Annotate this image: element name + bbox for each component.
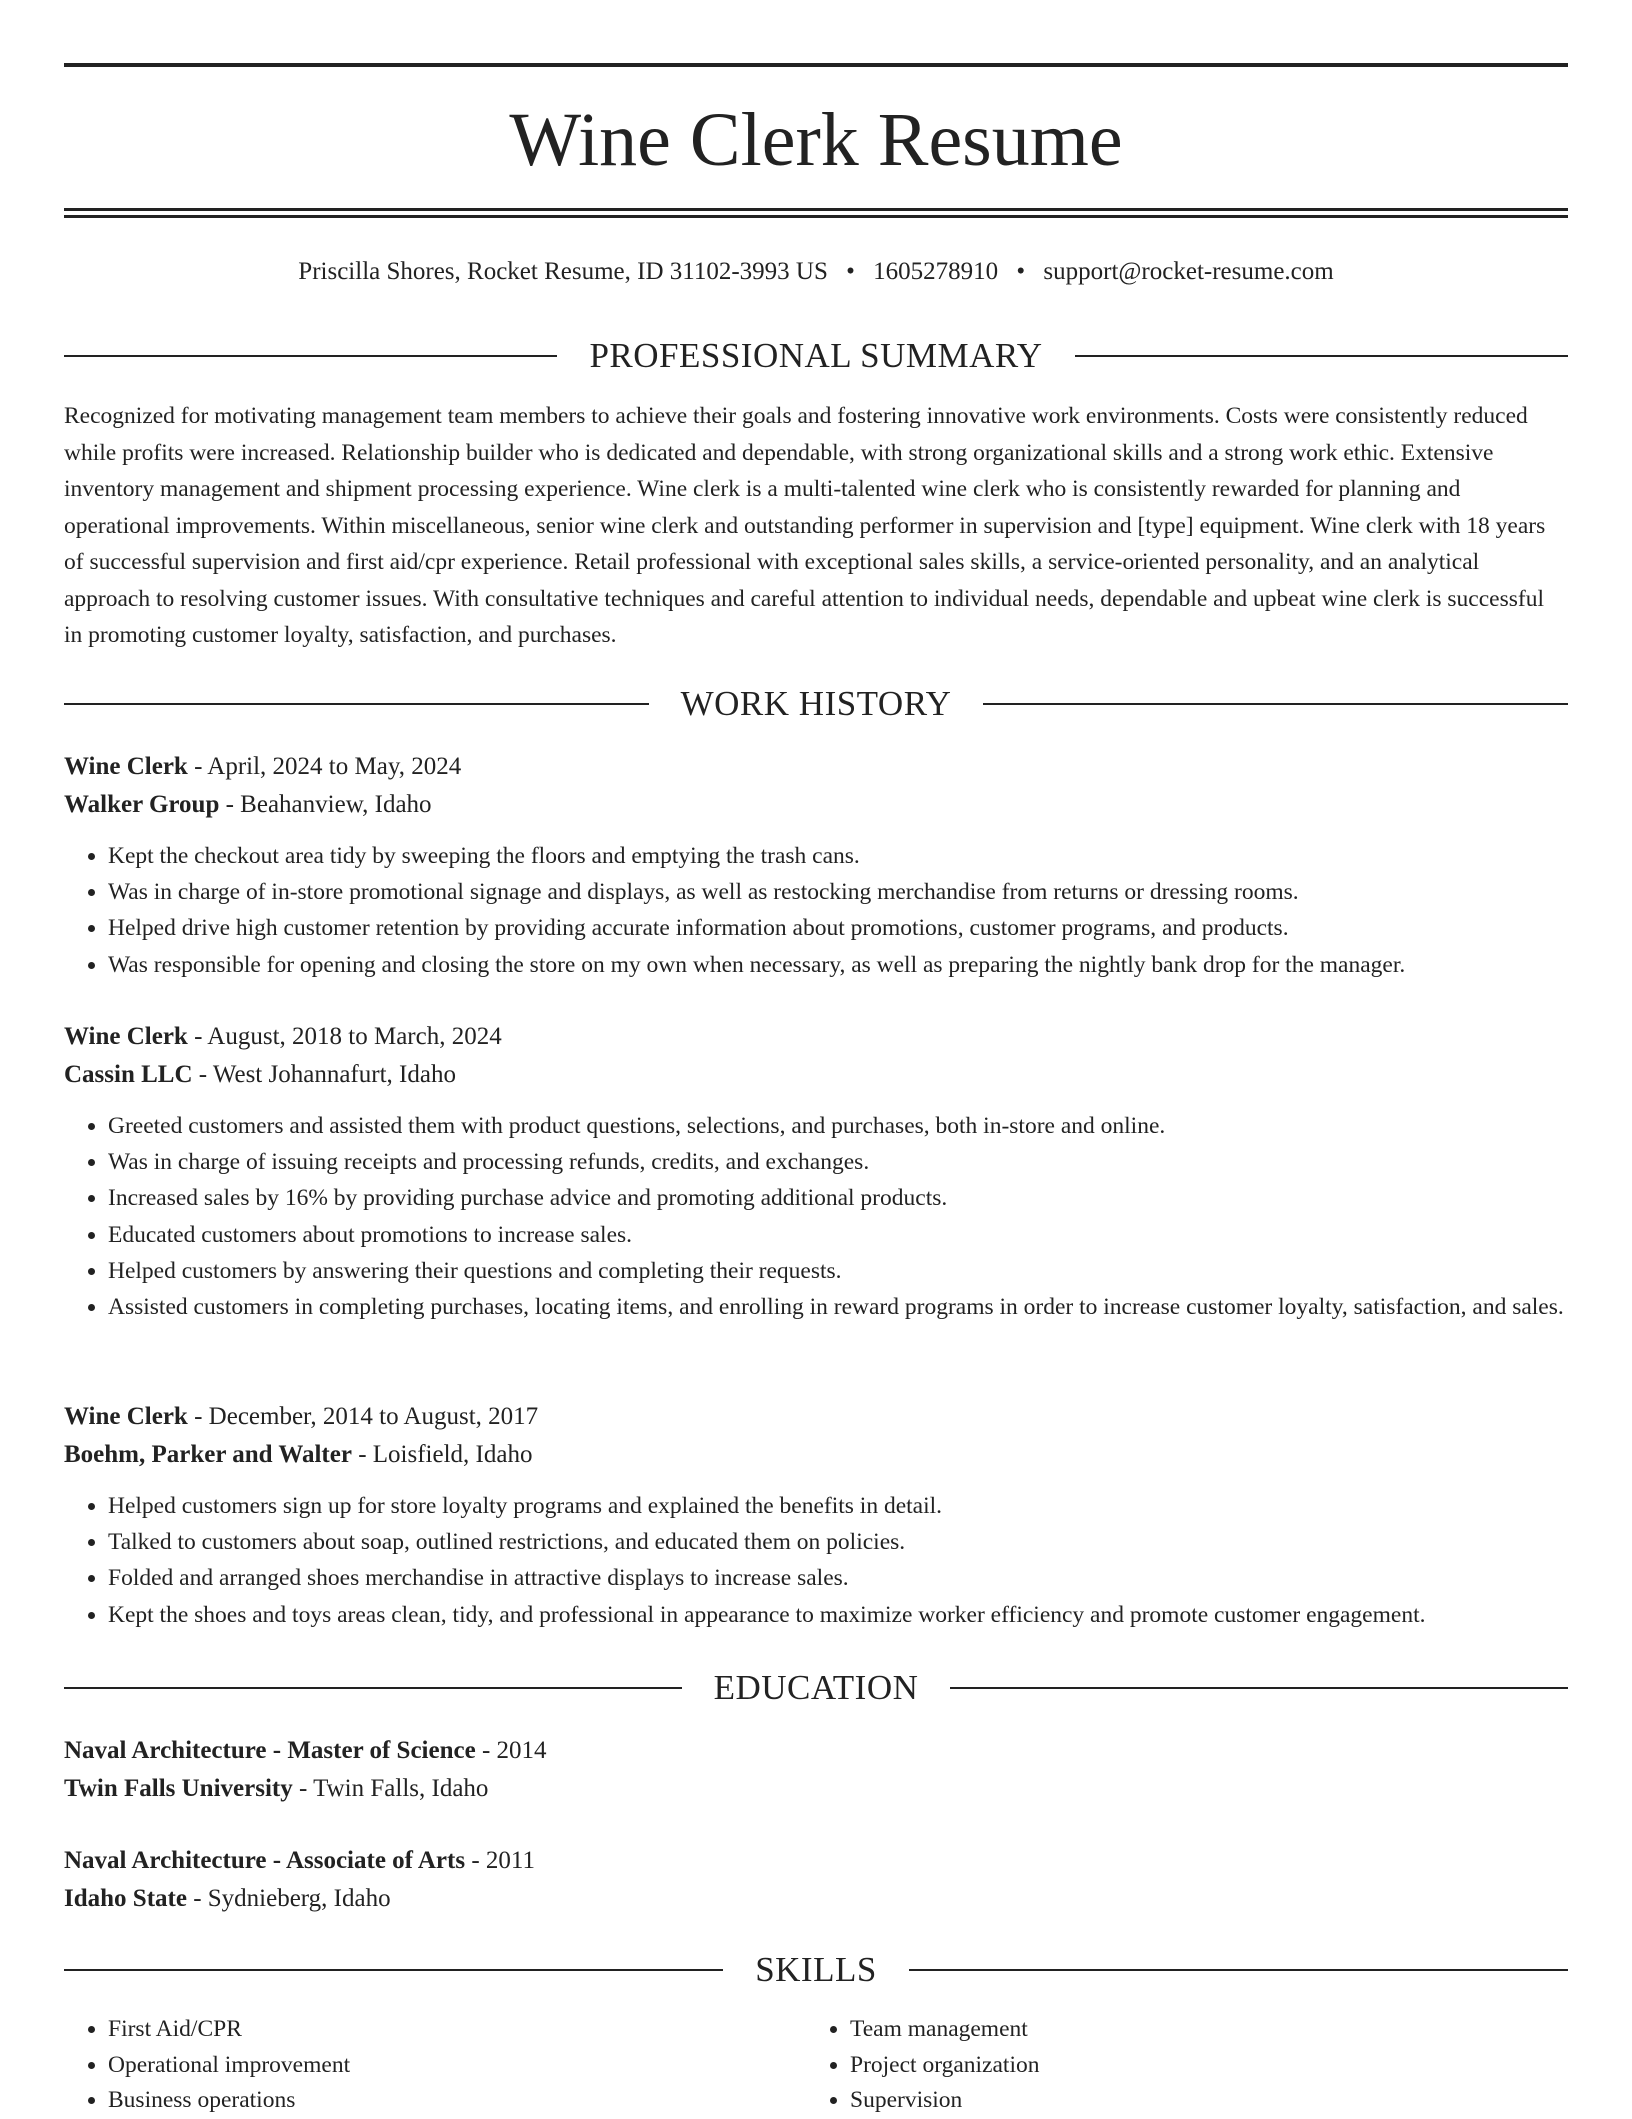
job-bullets: [64, 838, 1568, 983]
list-item: • Educated customers about promotions to increase sales.: [108, 1217, 1568, 1253]
job-dates: - April, 2024 to May, 2024: [187, 753, 462, 780]
list-item: • Folded and arranged shoes merchandise in attractive displays to increase sales.: [108, 1560, 1568, 1596]
list-item: • Kept the checkout area tidy by sweeping the floors and emptying the trash cans.: [108, 838, 1568, 874]
job-entry: [64, 1018, 1568, 1325]
skills-list: [64, 2012, 1568, 2119]
top-rule: [64, 63, 1568, 67]
title-double-rule: [64, 208, 1568, 218]
job-title: Wine Clerk: [64, 1023, 188, 1050]
contact-phone: 1605278910: [873, 258, 999, 285]
edu-degree-line: [64, 1732, 1568, 1770]
edu-location: - Twin Falls, Idaho: [292, 1775, 489, 1802]
section-heading-work: [64, 684, 1568, 724]
job-title: Wine Clerk: [64, 753, 188, 780]
skills-column-left: [64, 2012, 806, 2119]
job-title-line: [64, 1018, 1568, 1056]
job-company-line: [64, 786, 1568, 824]
edu-degree: Naval Architecture - Associate of Arts: [64, 1847, 466, 1874]
contact-address: Priscilla Shores, Rocket Resume, ID 31102-3993 US: [298, 258, 828, 285]
section-heading-summary: [64, 336, 1568, 376]
section-heading-skills: [64, 1950, 1568, 1990]
job-location: - Beahanview, Idaho: [219, 791, 432, 818]
heading-rule: [64, 1969, 723, 1971]
job-bullets: [64, 1488, 1568, 1633]
job-entry: [64, 748, 1568, 983]
list-item: • Kept the shoes and toys areas clean, tidy, and professional in appearance to maximize worker efficiency and promote customer engagement.: [108, 1597, 1568, 1633]
list-item: • Was responsible for opening and closing the store on my own when necessary, as well as preparing the nightly bank drop for the manager.: [108, 947, 1568, 983]
job-title-line: [64, 748, 1568, 786]
edu-degree: Naval Architecture - Master of Science: [64, 1737, 476, 1764]
job-dates: - August, 2018 to March, 2024: [187, 1023, 502, 1050]
heading-rule: [983, 703, 1568, 705]
job-location: - Loisfield, Idaho: [351, 1441, 533, 1468]
heading-rule: [950, 1687, 1568, 1689]
heading-rule: [64, 703, 649, 705]
skill-item: • Team management: [850, 2012, 1548, 2048]
job-company: Walker Group: [64, 791, 220, 818]
section-title: SKILLS: [755, 1950, 877, 1989]
list-item: • Helped drive high customer retention by providing accurate information about promotions, customer programs, and products.: [108, 910, 1568, 946]
edu-school: Twin Falls University: [64, 1775, 293, 1802]
list-item: • Was in charge of issuing receipts and processing refunds, credits, and exchanges.: [108, 1144, 1568, 1180]
job-company: Cassin LLC: [64, 1061, 193, 1088]
edu-school-line: [64, 1770, 1568, 1808]
edu-location: - Sydnieberg, Idaho: [186, 1885, 391, 1912]
edu-school: Idaho State: [64, 1885, 187, 1912]
education-entry: [64, 1732, 1568, 1808]
contact-separator: •: [1016, 258, 1026, 285]
job-company: Boehm, Parker and Walter: [64, 1441, 352, 1468]
list-item: • Talked to customers about soap, outlined restrictions, and educated them on policies.: [108, 1524, 1568, 1560]
skill-item: • Supervision: [850, 2083, 1548, 2119]
list-item: • Increased sales by 16% by providing purchase advice and promoting additional products.: [108, 1180, 1568, 1216]
job-company-line: [64, 1436, 1568, 1474]
edu-year: - 2011: [465, 1847, 535, 1874]
list-item: • Greeted customers and assisted them with product questions, selections, and purchases, both in-store and online.: [108, 1108, 1568, 1144]
list-item: • Helped customers sign up for store loyalty programs and explained the benefits in detail.: [108, 1488, 1568, 1524]
list-item: • Helped customers by answering their questions and completing their requests.: [108, 1253, 1568, 1289]
edu-degree-line: [64, 1842, 1568, 1880]
section-title: WORK HISTORY: [680, 684, 952, 723]
skill-item: • Project organization: [850, 2048, 1548, 2084]
job-title: Wine Clerk: [64, 1403, 188, 1430]
contact-line: [64, 254, 1568, 290]
heading-rule: [909, 1969, 1568, 1971]
heading-rule: [1075, 355, 1568, 357]
job-entry: [64, 1398, 1568, 1633]
edu-school-line: [64, 1880, 1568, 1918]
contact-separator: •: [846, 258, 855, 285]
job-dates: - December, 2014 to August, 2017: [187, 1403, 539, 1430]
heading-rule: [64, 1687, 682, 1689]
list-item: • Assisted customers in completing purchases, locating items, and enrolling in reward programs in order to increase customer loyalty, satisfaction, and sales.: [108, 1289, 1568, 1325]
section-title: EDUCATION: [713, 1668, 919, 1707]
job-bullets: [64, 1108, 1568, 1325]
education-entry: [64, 1842, 1568, 1918]
summary-paragraph: Recognized for motivating management team members to achieve their goals and fostering innovative work environments. Costs were consistently reduced while profits were increased. Relationship builder who is dedicated and dependable, with strong organizational skills and a strong work ethic. Extensive inventory management and shipment processing experience. Wine clerk is a multi-talented wine clerk who is consistently rewarded for planning and operational improvements. Within miscellaneous, senior wine clerk and outstanding performer in supervision and [type] equipment. Wine clerk with 18 years of successful supervision and first aid/cpr experience. Retail professional with exceptional sales skills, a service-oriented personality, and an analytical approach to resolving customer issues. With consultative techniques and careful attention to individual needs, dependable and upbeat wine clerk is successful in promoting customer loyalty, satisfaction, and purchases.: [64, 403, 1546, 648]
skills-column-right: [806, 2012, 1548, 2119]
skill-item: • First Aid/CPR: [108, 2012, 806, 2048]
list-item: • Was in charge of in-store promotional signage and displays, as well as restocking merchandise from returns or dressing rooms.: [108, 874, 1568, 910]
skill-item: • Operational improvement: [108, 2048, 806, 2084]
page-title: Wine Clerk Resume: [509, 98, 1123, 182]
heading-rule: [64, 355, 557, 357]
job-location: - West Johannafurt, Idaho: [192, 1061, 456, 1088]
section-heading-education: [64, 1668, 1568, 1708]
section-title: PROFESSIONAL SUMMARY: [589, 336, 1043, 375]
contact-email: support@rocket-resume.com: [1043, 258, 1334, 285]
skill-item: • Business operations: [108, 2083, 806, 2119]
job-title-line: [64, 1398, 1568, 1436]
edu-year: - 2014: [475, 1737, 547, 1764]
job-company-line: [64, 1056, 1568, 1094]
